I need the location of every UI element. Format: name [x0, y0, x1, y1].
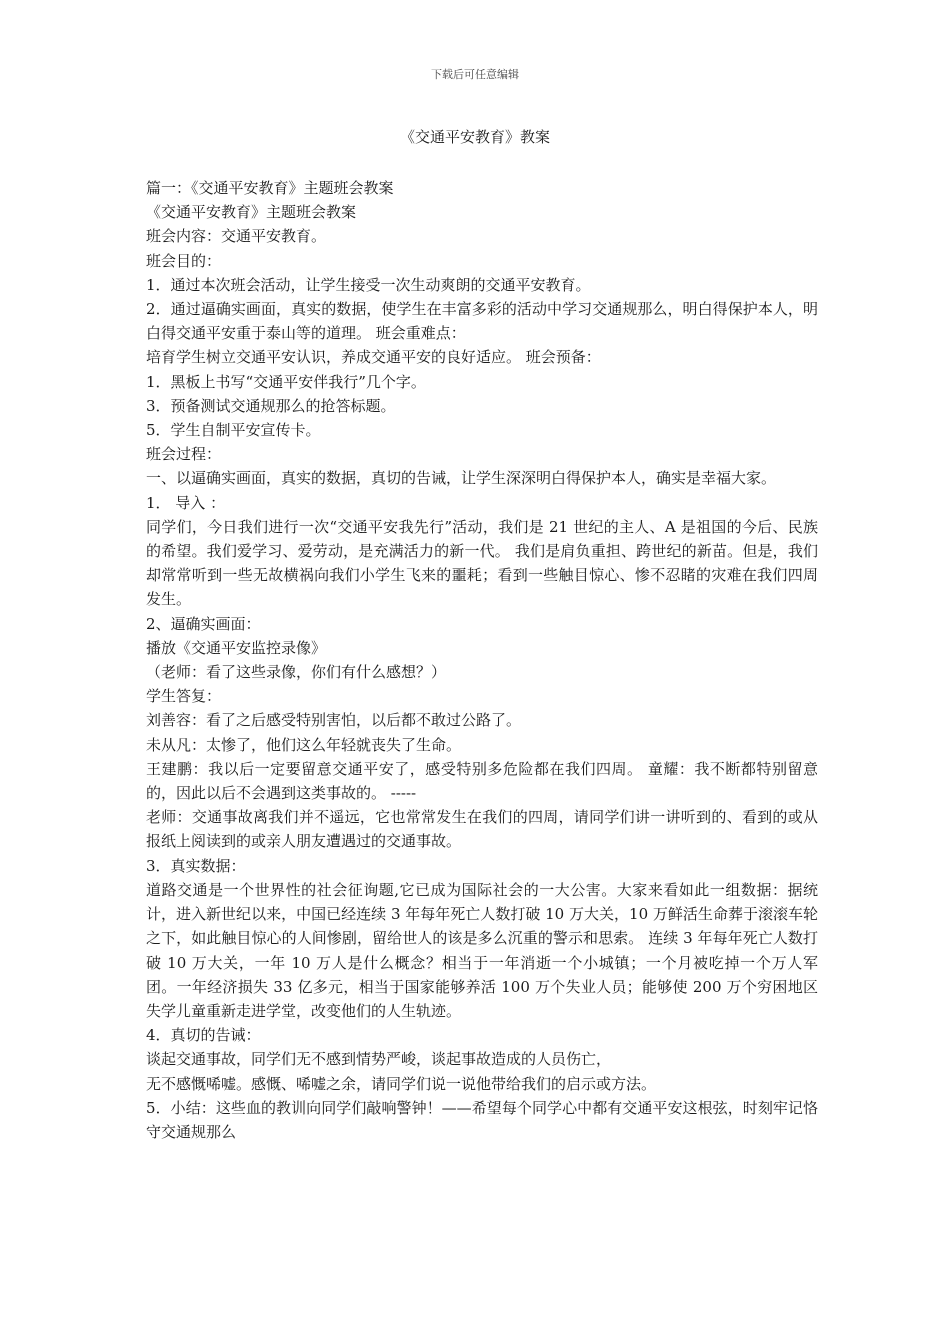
paragraph: 谈起交通事故，同学们无不感到情势严峻，谈起事故造成的人员伤亡， — [146, 1050, 612, 1069]
paragraph: 2．通过逼确实画面，真实的数据，使学生在丰富多彩的活动中学习交通规那么，明白得保护本人，明白得交通平安重于泰山等的道理。 班会重难点： — [146, 300, 818, 343]
paragraph: 学生答复： — [146, 687, 222, 706]
paragraph: 1．黑板上书写“交通平安伴我行”几个字。 — [146, 372, 426, 391]
paragraph: 同学们，今日我们进行一次“交通平安我先行”活动，我们是 21 世纪的主人、A 是祖国的今后、民族的希望。我们爱学习、爱劳动，是充满活力的新一代。 我们是肩负重担、跨世纪的新苗。但是，我们却常常听到一些无故横祸向我们小学生飞来的噩耗；看到一些触目惊心、惨不忍睹的灾难在我们四周发生。 — [146, 517, 818, 609]
paragraph: 3．预备测试交通规那么的抢答标题。 — [146, 396, 396, 415]
document-title: 《交通平安教育》教案 — [399, 128, 550, 146]
paragraph: 1． 导入 ： — [146, 493, 226, 512]
document-body — [146, 176, 818, 1144]
paragraph: 王建鹏：我以后一定要留意交通平安了，感受特别多危险都在我们四周。 童耀：我不断都特别留意的，因此以后不会遇到这类事故的。 ----- — [146, 759, 818, 803]
paragraph: 一、以逼确实画面，真实的数据，真切的告诫，让学生深深明白得保护本人，确实是幸福大家。 — [146, 469, 777, 488]
paragraph: 2、逼确实画面： — [146, 614, 261, 633]
paragraph: 班会过程： — [146, 445, 222, 464]
paragraph: 道路交通是一个世界性的社会征询题,它已成为国际社会的一大公害。大家来看如此一组数据：据统计，进入新世纪以来，中国已经连续 3 年每年死亡人数打破 10 万大关，10 万鲜活生命葬于滚滚车轮之下，如此触目惊心的人间惨剧，留给世人的该是多么沉重的警示和思索。 连续 3 年每年死亡人数打破 10 万大关，一年 10 万人是什么概念？相当于一年消逝一个小城镇；一个月被吃掉一个万人军团。一年经济损失 33 亿多元，相当于国家能够养活 100 万个失业人员；能够使 200 万个穷困地区失学儿童重新走进学堂，改变他们的人生轨迹。 — [146, 880, 818, 1020]
paragraph: 未从凡：太惨了，他们这么年轻就丧失了生命。 — [146, 735, 462, 754]
page-header-note: 下载后可任意编辑 — [431, 68, 519, 81]
paragraph: 班会内容：交通平安教育。 — [146, 227, 327, 246]
paragraph: 播放《交通平安监控录像》 — [146, 638, 327, 657]
paragraph: 3．真实数据： — [146, 856, 246, 875]
paragraph: 刘善容：看了之后感受特别害怕，以后都不敢过公路了。 — [146, 711, 522, 730]
paragraph: 5．学生自制平安宣传卡。 — [146, 421, 321, 440]
paragraph: 培育学生树立交通平安认识，养成交通平安的良好适应。 班会预备： — [146, 348, 601, 367]
paragraph: 老师：交通事故离我们并不遥远，它也常常发生在我们的四周，请同学们讲一讲听到的、看到的或从报纸上阅读到的或亲人朋友遭遇过的交通事故。 — [146, 808, 818, 851]
paragraph: 篇一：《交通平安教育》主题班会教案 — [146, 179, 394, 197]
paragraph: 4．真切的告诫： — [146, 1026, 261, 1045]
paragraph: 1．通过本次班会活动，让学生接受一次生动爽朗的交通平安教育。 — [146, 275, 591, 294]
paragraph: 《交通平安教育》主题班会教案 — [146, 203, 357, 222]
paragraph: （老师：看了这些录像，你们有什么感想？） — [146, 663, 447, 682]
paragraph: 5．小结：这些血的教训向同学们敲响警钟！——希望每个同学心中都有交通平安这根弦，时刻牢记恪守交通规那么 — [146, 1098, 818, 1141]
paragraph: 无不感慨唏嘘。感慨、唏嘘之余，请同学们说一说他带给我们的启示或方法。 — [146, 1074, 657, 1093]
paragraph: 班会目的： — [146, 251, 222, 270]
